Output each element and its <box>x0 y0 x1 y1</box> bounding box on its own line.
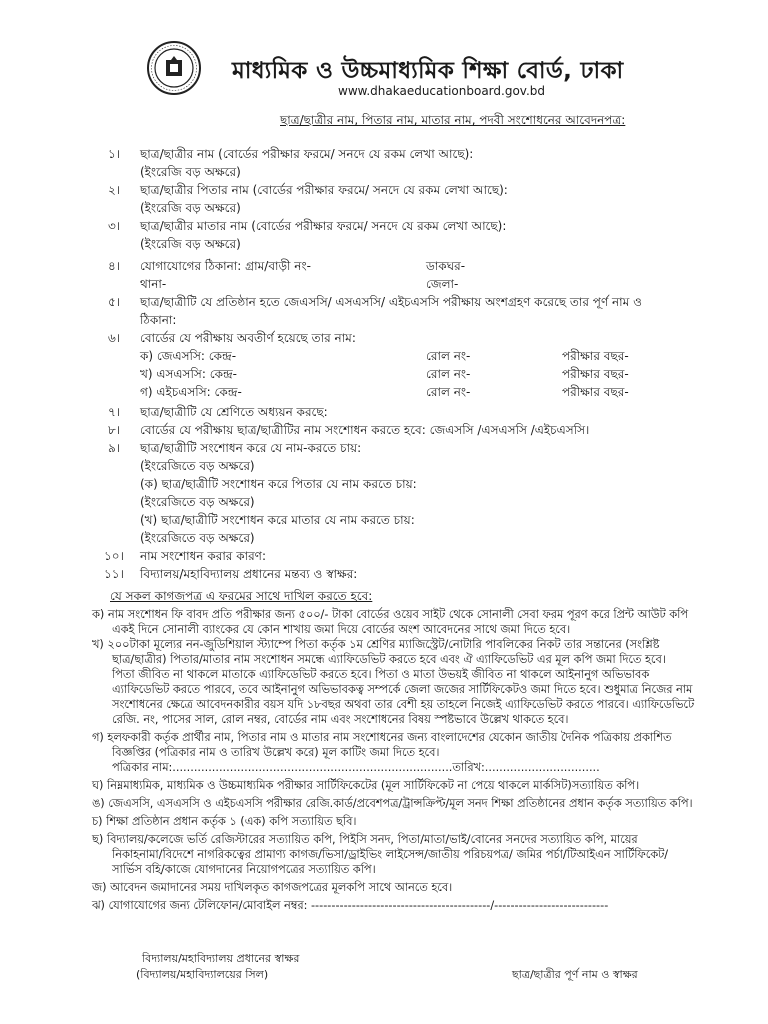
head-signature-label: বিদ্যালয়/মহাবিদ্যালয় প্রধানের স্বাক্ষর <box>142 952 300 965</box>
institution-label: ছাত্র/ছাত্রীটি যে প্রতিষ্ঠান হতে জেএসসি/ এসএসসি/ এইচএসসি পরীক্ষায় অংশগ্রহণ করেছে তার পূর্ণ নাম ও <box>140 295 642 309</box>
note-affidavit-cont: সংশোধনের ক্ষেত্রে আবেদনকারীর বয়স যদি ১৮বছর অথবা তার বেশী হয় তাহলে নিজেই এ্যাফিডেভিট করতে পারবে। এ্যাফিডেভিটে <box>112 698 695 711</box>
ssc-roll-label: রোল নং- <box>426 367 471 381</box>
institution-seal-label: (বিদ্যালয়/মহাবিদ্যালয়ের সিল) <box>136 968 269 981</box>
student-name-hint: (ইংরেজি বড় অক্ষরে) <box>140 165 241 179</box>
note-originals: জ) আবেদন জমাদানের সময় দাখিলকৃত কাগজপত্রের মূলকপি সাথে আনতে হবে। <box>92 881 453 894</box>
board-title: মাধ্যমিক ও উচ্চমাধ্যমিক শিক্ষা বোর্ড, ঢাকা <box>232 58 624 84</box>
note-affidavit-cont: ছাত্র/ছাত্রীর) পিতার/মাতার নাম সংশোধন সমন্ধে এ্যাফিডেভিট করতে হবে এবং ঐ এ্যাফিডেভিট এর মূল কপি জমা দিতে হবে। <box>112 653 666 666</box>
corrected-father-label: (ক) ছাত্র/ছাত্রীটি সংশোধন করে পিতার যে নাম করতে চায়: <box>140 477 417 491</box>
phone-number-field[interactable]: ঝ) যোগাযোগের জন্য টেলিফোন/মোবাইল নম্বর: --------------------------------------------/---------------------------- <box>92 899 609 912</box>
correction-exam-label: বোর্ডের যে পরীক্ষায় ছাত্র/ছাত্রীটির নাম সংশোধন করতে হবে: জেএসসি /এসএসসি /এইচএসসি। <box>140 423 590 437</box>
item-number: ১০। <box>104 549 124 563</box>
institution-address-label: ঠিকানা: <box>140 313 177 327</box>
item-number: ৭। <box>108 405 121 419</box>
note-fee-cont: একই দিনে সোনালী ব্যাংকের যে কোন শাখায় জমা দিয়ে বোর্ডের অংশ আবেদনের সাথে জমা দিতে হবে। <box>112 623 571 636</box>
note-supporting-docs-cont: সার্ভিস বহি/কাজে যোগদানের নিয়োগপত্রের সত্যায়িত কপি। <box>112 863 376 876</box>
item-number: ৪। <box>108 259 121 273</box>
newspaper-name-field[interactable]: পত্রিকার নাম:..............................................................................তারিখ:................................ <box>112 761 600 774</box>
jsc-centre-label: ক) জেএসসি: কেন্দ্র- <box>140 349 237 363</box>
note-affidavit-cont: এ্যাফিডেভিট করতে পারবে, তবে আইনানুগ অভিভাবকত্ব সম্পর্কে জেলা জজের সার্টিফিকেটও জমা দিতে হবে। শুধুমাত্র নিজের নাম <box>112 683 693 696</box>
item-number: ৮। <box>108 423 121 437</box>
note-affidavit-cont: পিতা জীবিত না থাকলে মাতাকে এ্যাফিডেভিট করতে হবে। পিতা ও মাতা উভয়ই জীবিত না থাকলে আইনানুগ অভিভাবক <box>112 668 650 681</box>
address-postoffice-label: ডাকঘর- <box>426 259 466 273</box>
note-supporting-docs-cont: নিকাহনামা/বিদেশে নাগরিকত্বের প্রামাণ্য কাগজ/ভিসা/ড্রাইভিং লাইসেন্স/জাতীয় পরিচয়পত্র/ জমির পর্চা/টিআইএন সার্টিফিকেট/ <box>112 848 669 861</box>
hsc-year-label: পরীক্ষার বছর- <box>562 385 629 399</box>
corrected-name-hint: (ইংরেজিতে বড় অক্ষরে) <box>140 459 255 473</box>
board-website[interactable]: www.dhakaeducationboard.gov.bd <box>338 84 546 98</box>
note-photo: চ) শিক্ষা প্রতিষ্ঠান প্রধান কর্তৃক ১ (এক) কপি সত্যায়িত ছবি। <box>92 815 357 828</box>
item-number: ৫। <box>108 295 121 309</box>
item-number: ১। <box>108 147 121 161</box>
hsc-roll-label: রোল নং- <box>426 385 471 399</box>
exam-name-label: বোর্ডের যে পরীক্ষায় অবতীর্ণ হয়েছে তার নাম: <box>140 331 356 345</box>
address-district-label: জেলা- <box>426 277 459 291</box>
item-number: ৬। <box>108 331 121 345</box>
note-newspaper: গ) হলফকারী কর্তৃক প্রার্থীর নাম, পিতার নাম ও মাতার নাম সংশোধনের জন্য বাংলাদেশের যেকোন জাতীয় দৈনিক পত্রিকায় প্রকাশিত <box>92 731 672 744</box>
father-name-label: ছাত্র/ছাত্রীর পিতার নাম (বোর্ডের পরীক্ষার ফরমে/ সনদে যে রকম লেখা আছে): <box>140 183 508 197</box>
address-village-label: যোগাযোগের ঠিকানা: গ্রাম/বাড়ী নং- <box>140 259 311 273</box>
father-name-hint: (ইংরেজি বড় অক্ষরে) <box>140 201 241 215</box>
form-subject: ছাত্র/ছাত্রীর নাম, পিতার নাম, মাতার নাম, পদবী সংশোধনের আবেদনপত্র: <box>280 113 626 127</box>
board-seal-logo <box>146 40 202 96</box>
documents-heading: যে সকল কাগজপত্র এ ফরমের সাথে দাখিল করতে হবে: <box>110 589 373 603</box>
ssc-year-label: পরীক্ষার বছর- <box>562 367 629 381</box>
corrected-father-hint: (ইংরেজিতে বড় অক্ষরে) <box>140 495 255 509</box>
note-fee: ক) নাম সংশোধন ফি বাবদ প্রতি পরীক্ষার জন্য ৫০০/- টাকা বোর্ডের ওয়েব সাইট থেকে সোনালী সেবা ফরম পূরণ করে প্রিন্ট আউট কপি <box>92 608 689 621</box>
note-supporting-docs: ছ) বিদ্যালয়/কলেজে ভর্তি রেজিস্টারের সত্যায়িত কপি, পিইসি সনদ, পিতা/মাতা/ভাই/বোনের সনদের সত্যায়িত কপি, মায়ের <box>92 833 638 846</box>
jsc-roll-label: রোল নং- <box>426 349 471 363</box>
corrected-mother-label: (খ) ছাত্র/ছাত্রীটি সংশোধন করে মাতার যে নাম করতে চায়: <box>140 513 415 527</box>
note-newspaper-cont: বিজ্ঞপ্তির (পত্রিকার নাম ও তারিখ উল্লেখ করে) মূল কাটিং জমা দিতে হবে। <box>112 746 440 759</box>
corrected-name-label: ছাত্র/ছাত্রীটি সংশোধন করে যে নাম-করতে চায়: <box>140 441 362 455</box>
class-label: ছাত্র/ছাত্রীটি যে শ্রেণিতে অধ্যয়ন করছে: <box>140 405 328 419</box>
mother-name-label: ছাত্র/ছাত্রীর মাতার নাম (বোর্ডের পরীক্ষার ফরমে/ সনদে যে রকম লেখা আছে): <box>140 219 507 233</box>
corrected-mother-hint: (ইংরেজিতে বড় অক্ষরে) <box>140 531 255 545</box>
note-regcard: ঙ) জেএসসি, এসএসসি ও এইচএসসি পরীক্ষার রেজি.কার্ড/প্রবেশপত্র/ট্রান্সক্রিপ্ট/মূল সনদ শিক্ষা প্রতিষ্ঠানের প্রধান কর্তৃক সত্যায়িত কপি। <box>92 797 693 810</box>
mother-name-hint: (ইংরেজি বড় অক্ষরে) <box>140 237 241 251</box>
address-thana-label: থানা- <box>140 277 167 291</box>
ssc-centre-label: খ) এসএসসি: কেন্দ্র- <box>140 367 238 381</box>
correction-reason-label: নাম সংশোধন করার কারণ: <box>140 549 266 563</box>
student-name-label: ছাত্র/ছাত্রীর নাম (বোর্ডের পরীক্ষার ফরমে/ সনদে যে রকম লেখা আছে): <box>140 147 474 161</box>
item-number: ২। <box>108 183 121 197</box>
jsc-year-label: পরীক্ষার বছর- <box>562 349 629 363</box>
head-comment-label: বিদ্যালয়/মহাবিদ্যালয় প্রধানের মন্তব্য ও স্বাক্ষর: <box>140 567 358 581</box>
note-affidavit-cont: রেজি. নং, পাসের সাল, রোল নম্বর, বোর্ডের নাম এবং সংশোধনের বিষয় স্পষ্টভাবে উল্লেখ থাকতে হবে। <box>112 713 569 726</box>
item-number: ১১। <box>104 567 124 581</box>
hsc-centre-label: গ) এইচএসসি: কেন্দ্র- <box>140 385 242 399</box>
note-affidavit: খ) ২০০টাকা মূল্যের নন-জুডিশিয়াল স্ট্যাম্পে পিতা কর্তৃক ১ম শ্রেণির ম্যাজিস্ট্রেট/নোটারি পাবলিকের নিকট তার সন্তানের (সংশ্লিষ্ট <box>92 638 660 651</box>
item-number: ৩। <box>108 219 121 233</box>
item-number: ৯। <box>108 441 121 455</box>
student-signature-label: ছাত্র/ছাত্রীর পূর্ণ নাম ও স্বাক্ষর <box>512 968 638 981</box>
note-certificate: ঘ) নিম্নমাধ্যমিক, মাধ্যমিক ও উচ্চমাধ্যমিক পরীক্ষার সার্টিফিকেটের (মূল সার্টিফিকেট না পেয়ে থাকলে মার্কসিট)সত্যায়িত কপি। <box>92 779 640 792</box>
